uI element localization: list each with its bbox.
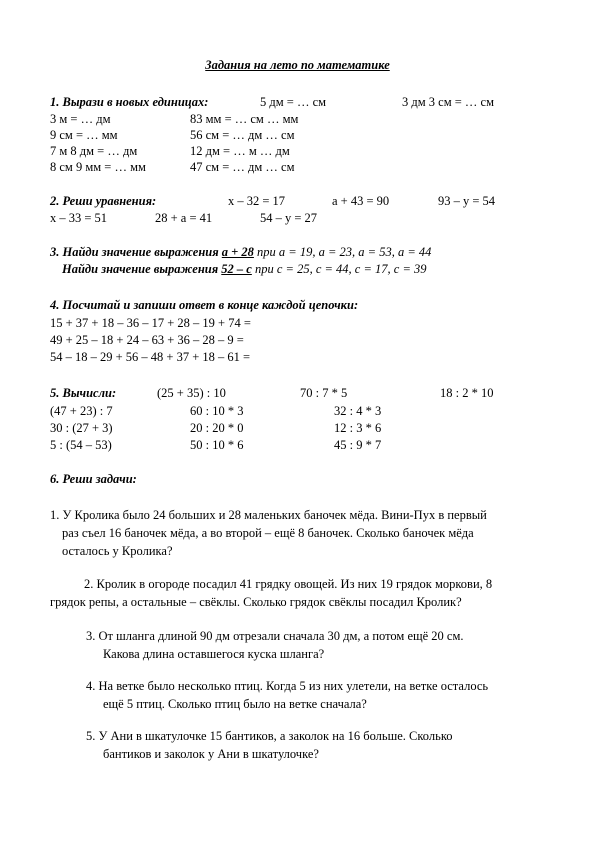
s1-task: 83 мм = … см … мм (190, 112, 299, 126)
problem-1-line: осталось у Кролика? (62, 544, 173, 558)
s2-equation: х – 32 = 17 (228, 194, 286, 208)
s1-task: 7 м 8 дм = … дм (50, 144, 138, 158)
s5-expression: (25 + 35) : 10 (157, 386, 226, 400)
s3-expression-1: а + 28 (221, 245, 254, 259)
s1-task: 9 см = … мм (50, 128, 118, 142)
s3-line-2-head: Найди значение выражения (62, 262, 219, 276)
problem-5-line: бантиков и заколок у Ани в шкатулочке? (103, 747, 319, 761)
s1-task: 8 см 9 мм = … мм (50, 160, 146, 174)
s3-line-2-values: при с = 25, с = 44, с = 17, с = 39 (254, 262, 427, 276)
section-2-heading: 2. Реши уравнения: (50, 194, 157, 208)
s5-expression: 30 : (27 + 3) (50, 421, 113, 435)
problem-5-line: 5. У Ани в шкатулочке 15 бантиков, а заколок на 16 больше. Сколько (86, 729, 453, 743)
page-title: Задания на лето по математике (205, 58, 390, 72)
problem-3-line: 3. От шланга длиной 90 дм отрезали сначала 30 дм, а потом ещё 20 см. (86, 629, 464, 643)
s2-equation: 54 – у = 27 (260, 211, 318, 225)
s1-task: 47 см = … дм … см (190, 160, 295, 174)
problem-2-line: 2. Кролик в огороде посадил 41 грядку овощей. Из них 19 грядок моркови, 8 (84, 577, 493, 591)
problem-4-line: ещё 5 птиц. Сколько птиц было на ветке сначала? (103, 697, 367, 711)
problem-3-line: Какова длина оставшегося куска шланга? (103, 647, 325, 661)
s5-expression: 45 : 9 * 7 (334, 438, 382, 452)
s5-expression: (47 + 23) : 7 (50, 404, 113, 418)
s5-expression: 60 : 10 * 3 (190, 404, 244, 418)
section-4-heading: 4. Посчитай и запиши ответ в конце каждой цепочки: (50, 298, 359, 312)
s4-chain: 15 + 37 + 18 – 36 – 17 + 28 – 19 + 74 = (50, 316, 251, 330)
s1-task: 3 дм 3 см = … см (402, 95, 494, 109)
s5-expression: 20 : 20 * 0 (190, 421, 244, 435)
s2-equation: 93 – у = 54 (438, 194, 496, 208)
s1-task: 12 дм = … м … дм (190, 144, 290, 158)
s4-chain: 54 – 18 – 29 + 56 – 48 + 37 + 18 – 61 = (50, 350, 251, 364)
section-6-heading: 6. Реши задачи: (50, 472, 137, 486)
s2-equation: а + 43 = 90 (332, 194, 390, 208)
problem-2-line: грядок репы, а остальные – свёклы. Сколько грядок свёклы посадил Кролик? (50, 595, 462, 609)
s2-equation: 28 + а = 41 (155, 211, 213, 225)
s1-task: 3 м = … дм (50, 112, 111, 126)
s3-expression-2: 52 – с (221, 262, 252, 276)
section-5-heading: 5. Вычисли: (50, 386, 117, 400)
s1-task: 5 дм = … см (260, 95, 327, 109)
problem-1 (50, 506, 487, 560)
problem-5 (86, 727, 453, 763)
s5-expression: 5 : (54 – 53) (50, 438, 112, 452)
problem-2 (50, 575, 492, 611)
s1-task: 56 см = … дм … см (190, 128, 295, 142)
s5-expression: 12 : 3 * 6 (334, 421, 382, 435)
s3-line-1-values: при а = 19, а = 23, а = 53, а = 44 (257, 245, 432, 259)
s5-expression: 50 : 10 * 6 (190, 438, 244, 452)
s5-expression: 18 : 2 * 10 (440, 386, 494, 400)
problem-4-line: 4. На ветке было несколько птиц. Когда 5 из них улетели, на ветке осталось (86, 679, 489, 693)
problem-1-line: 1. У Кролика было 24 больших и 28 маленьких баночек мёда. Вини-Пух в первый (50, 508, 487, 522)
s3-line-2 (62, 261, 427, 277)
section-1-heading: 1. Вырази в новых единицах: (50, 95, 209, 109)
problem-3 (86, 627, 464, 663)
s5-expression: 70 : 7 * 5 (300, 386, 348, 400)
s3-line-1-head: 3. Найди значение выражения (50, 245, 219, 259)
s2-equation: х – 33 = 51 (50, 211, 108, 225)
s5-expression: 32 : 4 * 3 (334, 404, 382, 418)
s4-chain: 49 + 25 – 18 + 24 – 63 + 36 – 28 – 9 = (50, 333, 244, 347)
s3-line-1 (50, 244, 431, 260)
problem-4 (86, 677, 488, 713)
problem-1-line: раз съел 16 баночек мёда, а во второй – ещё 8 баночек. Сколько баночек мёда (62, 526, 474, 540)
